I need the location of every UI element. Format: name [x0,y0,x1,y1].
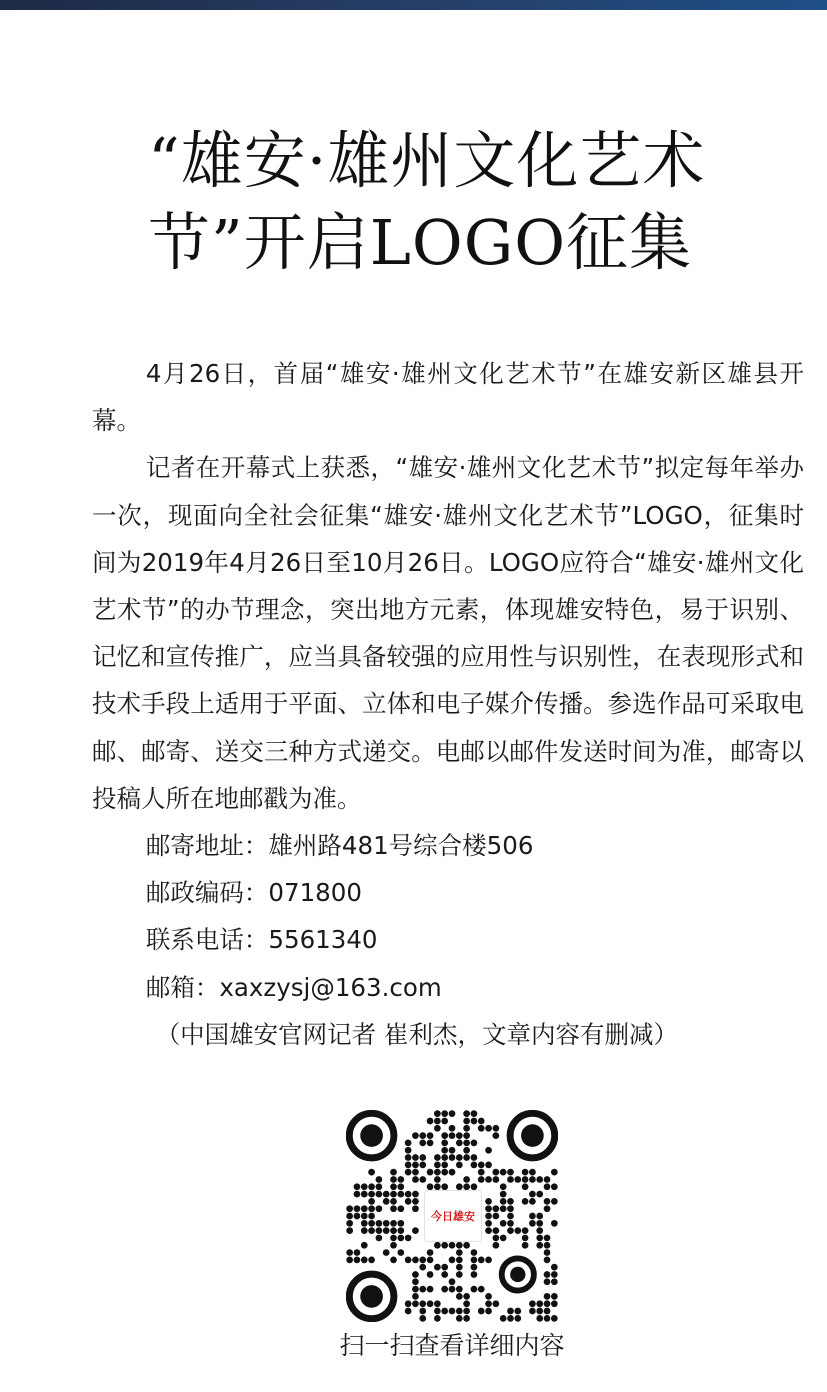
article-body [92,350,804,1058]
qr-module [514,1315,521,1322]
qr-module [441,1271,448,1278]
qr-module [346,1249,353,1256]
qr-module [376,1227,383,1234]
qr-module [536,1220,543,1227]
qr-module [405,1198,412,1205]
qr-module [427,1132,434,1139]
qr-module [551,1183,558,1190]
qr-module [434,1264,441,1271]
qr-module [471,1118,478,1125]
qr-module [390,1198,397,1205]
qr-module [463,1308,470,1315]
qr-module [478,1256,485,1263]
qr-module [456,1161,463,1168]
qr-module [551,1169,558,1176]
qr-module [485,1213,492,1220]
qr-module [427,1271,434,1278]
qr-module [507,1213,514,1220]
qr-module [522,1227,529,1234]
qr-module [368,1183,375,1190]
qr-module [471,1161,478,1168]
qr-module [492,1205,499,1212]
qr-module [471,1154,478,1161]
qr-module [536,1176,543,1183]
qr-module [397,1176,404,1183]
qr-module [397,1227,404,1234]
qr-module [478,1286,485,1293]
paragraph-details: 记者在开幕式上获悉，“雄安·雄州文化艺术节”拟定每年举办一次，现面向全社会征集“雄安·雄州文化艺术节”LOGO，征集时间为2019年4月26日至10月26日。LOGO应符合“雄安·雄州文化艺术节”的办节理念，突出地方元素，体现雄安特色，易于识别、记忆和宣传推广，应当具备较强的应用性与识别性，在表现形式和技术手段上适用于平面、立体和电子媒介传播。参选作品可采取电邮、邮寄、送交三种方式递交。电邮以邮件发送时间为准，邮寄以投稿人所在地邮戳为准。 [92,453,804,813]
qr-module [412,1169,419,1176]
qr-module [456,1264,463,1271]
qr-module [507,1220,514,1227]
qr-module [419,1286,426,1293]
qr-module [529,1308,536,1315]
qr-module [551,1315,558,1322]
qr-module [419,1256,426,1263]
qr-module [434,1300,441,1307]
qr-module [449,1286,456,1293]
qr-module [376,1220,383,1227]
qr-module [485,1161,492,1168]
qr-module [361,1220,368,1227]
qr-module [368,1213,375,1220]
qr-module [390,1227,397,1234]
qr-module [456,1154,463,1161]
qr-module [507,1227,514,1234]
qr-module [346,1256,353,1263]
qr-module [354,1183,361,1190]
qr-module [507,1315,514,1322]
qr-module [346,1213,353,1220]
qr-module [405,1169,412,1176]
qr-module [419,1161,426,1168]
qr-module [412,1271,419,1278]
qr-module [544,1293,551,1300]
qr-module [471,1271,478,1278]
qr-module [405,1161,412,1168]
qr-module [536,1308,543,1315]
qr-module [492,1125,499,1132]
mailing-address: 邮寄地址：雄州路481号综合楼506 [145,831,534,861]
qr-module [500,1220,507,1227]
qr-module [346,1220,353,1227]
qr-module [434,1242,441,1249]
qr-module [383,1220,390,1227]
top-decor-bar [0,0,827,10]
qr-module [544,1235,551,1242]
qr-module [485,1220,492,1227]
qr-module [492,1169,499,1176]
qr-module [397,1191,404,1198]
qr-module [456,1271,463,1278]
qr-module [500,1169,507,1176]
qr-module [463,1132,470,1139]
qr-module [500,1205,507,1212]
qr-module [449,1132,456,1139]
qr-module [478,1161,485,1168]
qr-module [544,1183,551,1190]
qr-module [346,1205,353,1212]
qr-module [354,1249,361,1256]
qr-module [383,1198,390,1205]
qr-module [522,1235,529,1242]
qr-module [434,1161,441,1168]
qr-module [397,1249,404,1256]
paragraph-opening: 4月26日，首届“雄安·雄州文化艺术节”在雄安新区雄县开幕。 [92,359,804,436]
qr-module [434,1110,441,1117]
qr-module [390,1191,397,1198]
qr-module [456,1140,463,1147]
qr-module [463,1147,470,1154]
qr-module [449,1110,456,1117]
qr-module [463,1110,470,1117]
qr-module [536,1300,543,1307]
qr-module [412,1176,419,1183]
qr-module [376,1183,383,1190]
qr-module [441,1286,448,1293]
qr-module [390,1242,397,1249]
qr-module [529,1300,536,1307]
qr-module [427,1169,434,1176]
qr-module [434,1154,441,1161]
qr-module [441,1308,448,1315]
qr-module [485,1198,492,1205]
qr-module [478,1125,485,1132]
qr-module [514,1176,521,1183]
contact-phone: 联系电话：5561340 [145,925,378,955]
article-title [148,120,798,284]
qr-module [463,1118,470,1125]
qr-module [383,1191,390,1198]
qr-module [456,1308,463,1315]
qr-module [507,1308,514,1315]
qr-module [412,1227,419,1234]
qr-module [434,1118,441,1125]
qr-module [456,1293,463,1300]
qr-module [485,1205,492,1212]
qr-finder-dot [521,1124,544,1147]
qr-module [354,1213,361,1220]
qr-module [471,1256,478,1263]
qr-module [463,1154,470,1161]
qr-module [471,1249,478,1256]
qr-module [536,1227,543,1234]
qr-module [456,1315,463,1322]
qr-module [456,1242,463,1249]
qr-module [427,1286,434,1293]
qr-module [463,1293,470,1300]
qr-module [449,1242,456,1249]
qr-module [449,1125,456,1132]
qr-module [397,1205,404,1212]
qr-module [456,1249,463,1256]
qr-module [536,1213,543,1220]
qr-finder-dot [510,1267,525,1282]
qr-module [405,1154,412,1161]
qr-module [427,1140,434,1147]
qr-module [434,1176,441,1183]
qr-module [529,1191,536,1198]
qr-module [419,1154,426,1161]
qr-module [441,1132,448,1139]
qr-module [427,1256,434,1263]
qr-module [463,1300,470,1307]
qr-module [368,1256,375,1263]
qr-module [529,1198,536,1205]
qr-module [419,1300,426,1307]
qr-module [485,1256,492,1263]
qr-module [419,1132,426,1139]
qr-module [368,1227,375,1234]
qr-module [449,1154,456,1161]
qr-finder-dot [360,1124,383,1147]
qr-module [405,1235,412,1242]
qr-module [544,1176,551,1183]
qr-module [522,1183,529,1190]
qr-module [419,1264,426,1271]
qr-module [354,1205,361,1212]
qr-module [500,1191,507,1198]
qr-module [544,1300,551,1307]
qr-module [551,1271,558,1278]
qr-module [522,1198,529,1205]
qr-module [492,1213,499,1220]
qr-module [529,1213,536,1220]
qr-module [449,1278,456,1285]
qr-module [536,1235,543,1242]
qr-module [368,1220,375,1227]
qr-module [441,1161,448,1168]
qr-module [441,1110,448,1117]
qr-module [412,1191,419,1198]
qr-module [471,1264,478,1271]
qr-module [346,1227,353,1234]
qr-module [456,1132,463,1139]
qr-module [478,1308,485,1315]
qr-module [361,1205,368,1212]
qr-module [456,1286,463,1293]
qr-module [397,1183,404,1190]
qr-module [514,1227,521,1234]
qr-module [449,1169,456,1176]
qr-module [361,1242,368,1249]
qr-module [471,1286,478,1293]
qr-module [544,1271,551,1278]
qr-module [441,1147,448,1154]
qr-module [471,1110,478,1117]
qr-module [390,1169,397,1176]
qr-module [390,1183,397,1190]
qr-module [376,1191,383,1198]
qr-module [514,1308,521,1315]
qr-module [463,1176,470,1183]
qr-module [492,1227,499,1234]
qr-module [456,1256,463,1263]
qr-module [449,1308,456,1315]
qr-module [463,1125,470,1132]
qr-module [361,1191,368,1198]
qr-module [544,1308,551,1315]
qr-module [354,1191,361,1198]
qr-module [485,1227,492,1234]
qr-module [434,1308,441,1315]
qr-caption: 扫一扫查看详细内容 [339,1331,565,1360]
qr-module [405,1140,412,1147]
qr-module [368,1205,375,1212]
qr-module [354,1256,361,1263]
qr-center-logo: 今日雄安 [424,1190,482,1242]
qr-module [449,1147,456,1154]
reporter-credit: （中国雄安官网记者 崔利杰，文章内容有删减） [155,1019,678,1049]
qr-module [492,1242,499,1249]
qr-module [551,1278,558,1285]
qr-module [405,1256,412,1263]
qr-module [390,1205,397,1212]
qr-module [485,1176,492,1183]
qr-module [551,1300,558,1307]
qr-module [419,1176,426,1183]
qr-module [551,1220,558,1227]
qr-module [412,1205,419,1212]
qr-module [412,1286,419,1293]
qr-module [478,1169,485,1176]
qr-module [427,1118,434,1125]
qr-module [529,1220,536,1227]
qr-module [390,1235,397,1242]
qr-module [376,1235,383,1242]
qr-module [463,1242,470,1249]
qr-module [492,1300,499,1307]
qr-module [485,1293,492,1300]
qr-module [441,1140,448,1147]
qr-module [390,1256,397,1263]
qr-module [361,1227,368,1234]
qr-module [522,1169,529,1176]
qr-module [397,1220,404,1227]
qr-module [376,1176,383,1183]
qr-module [412,1198,419,1205]
qr-finder-dot [360,1285,383,1308]
title-line-1: “雄安·雄州文化艺术 [148,124,706,197]
qr-module [361,1256,368,1263]
qr-module [427,1249,434,1256]
qr-module [507,1176,514,1183]
qr-module [434,1169,441,1176]
qr-module [478,1118,485,1125]
qr-module [551,1264,558,1271]
qr-module [383,1249,390,1256]
qr-module [361,1183,368,1190]
qr-module [405,1300,412,1307]
qr-module [419,1140,426,1147]
qr-module [536,1315,543,1322]
qr-module [485,1147,492,1154]
contact-email: 邮箱：xaxzysj@163.com [145,972,442,1002]
qr-module [485,1308,492,1315]
qr-module [434,1125,441,1132]
qr-module [441,1169,448,1176]
qr-module [485,1125,492,1132]
qr-module [507,1198,514,1205]
qr-module [390,1176,397,1183]
qr-module [368,1191,375,1198]
qr-module [507,1205,514,1212]
qr-module [492,1176,499,1183]
qr-module [544,1198,551,1205]
qr-module [492,1132,499,1139]
qr-module [441,1242,448,1249]
qr-module [522,1176,529,1183]
qr-module [500,1315,507,1322]
qr-module [485,1300,492,1307]
qr-module [463,1140,470,1147]
qr-module [368,1169,375,1176]
qr-module [500,1198,507,1205]
qr-module [405,1147,412,1154]
qr-module [405,1308,412,1315]
qr-module [441,1118,448,1125]
qr-module [419,1315,426,1322]
qr-module [551,1198,558,1205]
qr-module [412,1154,419,1161]
qr-module [412,1300,419,1307]
qr-module [383,1227,390,1234]
qr-module [492,1235,499,1242]
qr-module [412,1293,419,1300]
qr-module [361,1213,368,1220]
qr-module [412,1161,419,1168]
qr-module [449,1256,456,1263]
qr-module [544,1315,551,1322]
qr-module [529,1169,536,1176]
qr-module [397,1235,404,1242]
qr-module [441,1154,448,1161]
qr-module [405,1191,412,1198]
qr-module [368,1198,375,1205]
qr-module [544,1278,551,1285]
qr-module [500,1235,507,1242]
qr-module [478,1176,485,1183]
qr-module [412,1132,419,1139]
qr-module [544,1256,551,1263]
qr-module [419,1308,426,1315]
qr-module [376,1205,383,1212]
title-line-2: 节”开启LOGO征集 [148,206,693,279]
qr-module [390,1220,397,1227]
qr-module [441,1264,448,1271]
qr-module [427,1300,434,1307]
qr-module [463,1315,470,1322]
qr-module [412,1256,419,1263]
qr-module [544,1249,551,1256]
qr-module [471,1140,478,1147]
qr-module [522,1242,529,1249]
qr-module [507,1169,514,1176]
qr-module [536,1242,543,1249]
qr-module [551,1293,558,1300]
qr-module [412,1278,419,1285]
qr-module [500,1183,507,1190]
qr-module [529,1176,536,1183]
qr-module [536,1191,543,1198]
qr-module [544,1242,551,1249]
qr-module [434,1315,441,1322]
postal-code: 邮政编码：071800 [145,878,362,908]
qr-module [544,1205,551,1212]
